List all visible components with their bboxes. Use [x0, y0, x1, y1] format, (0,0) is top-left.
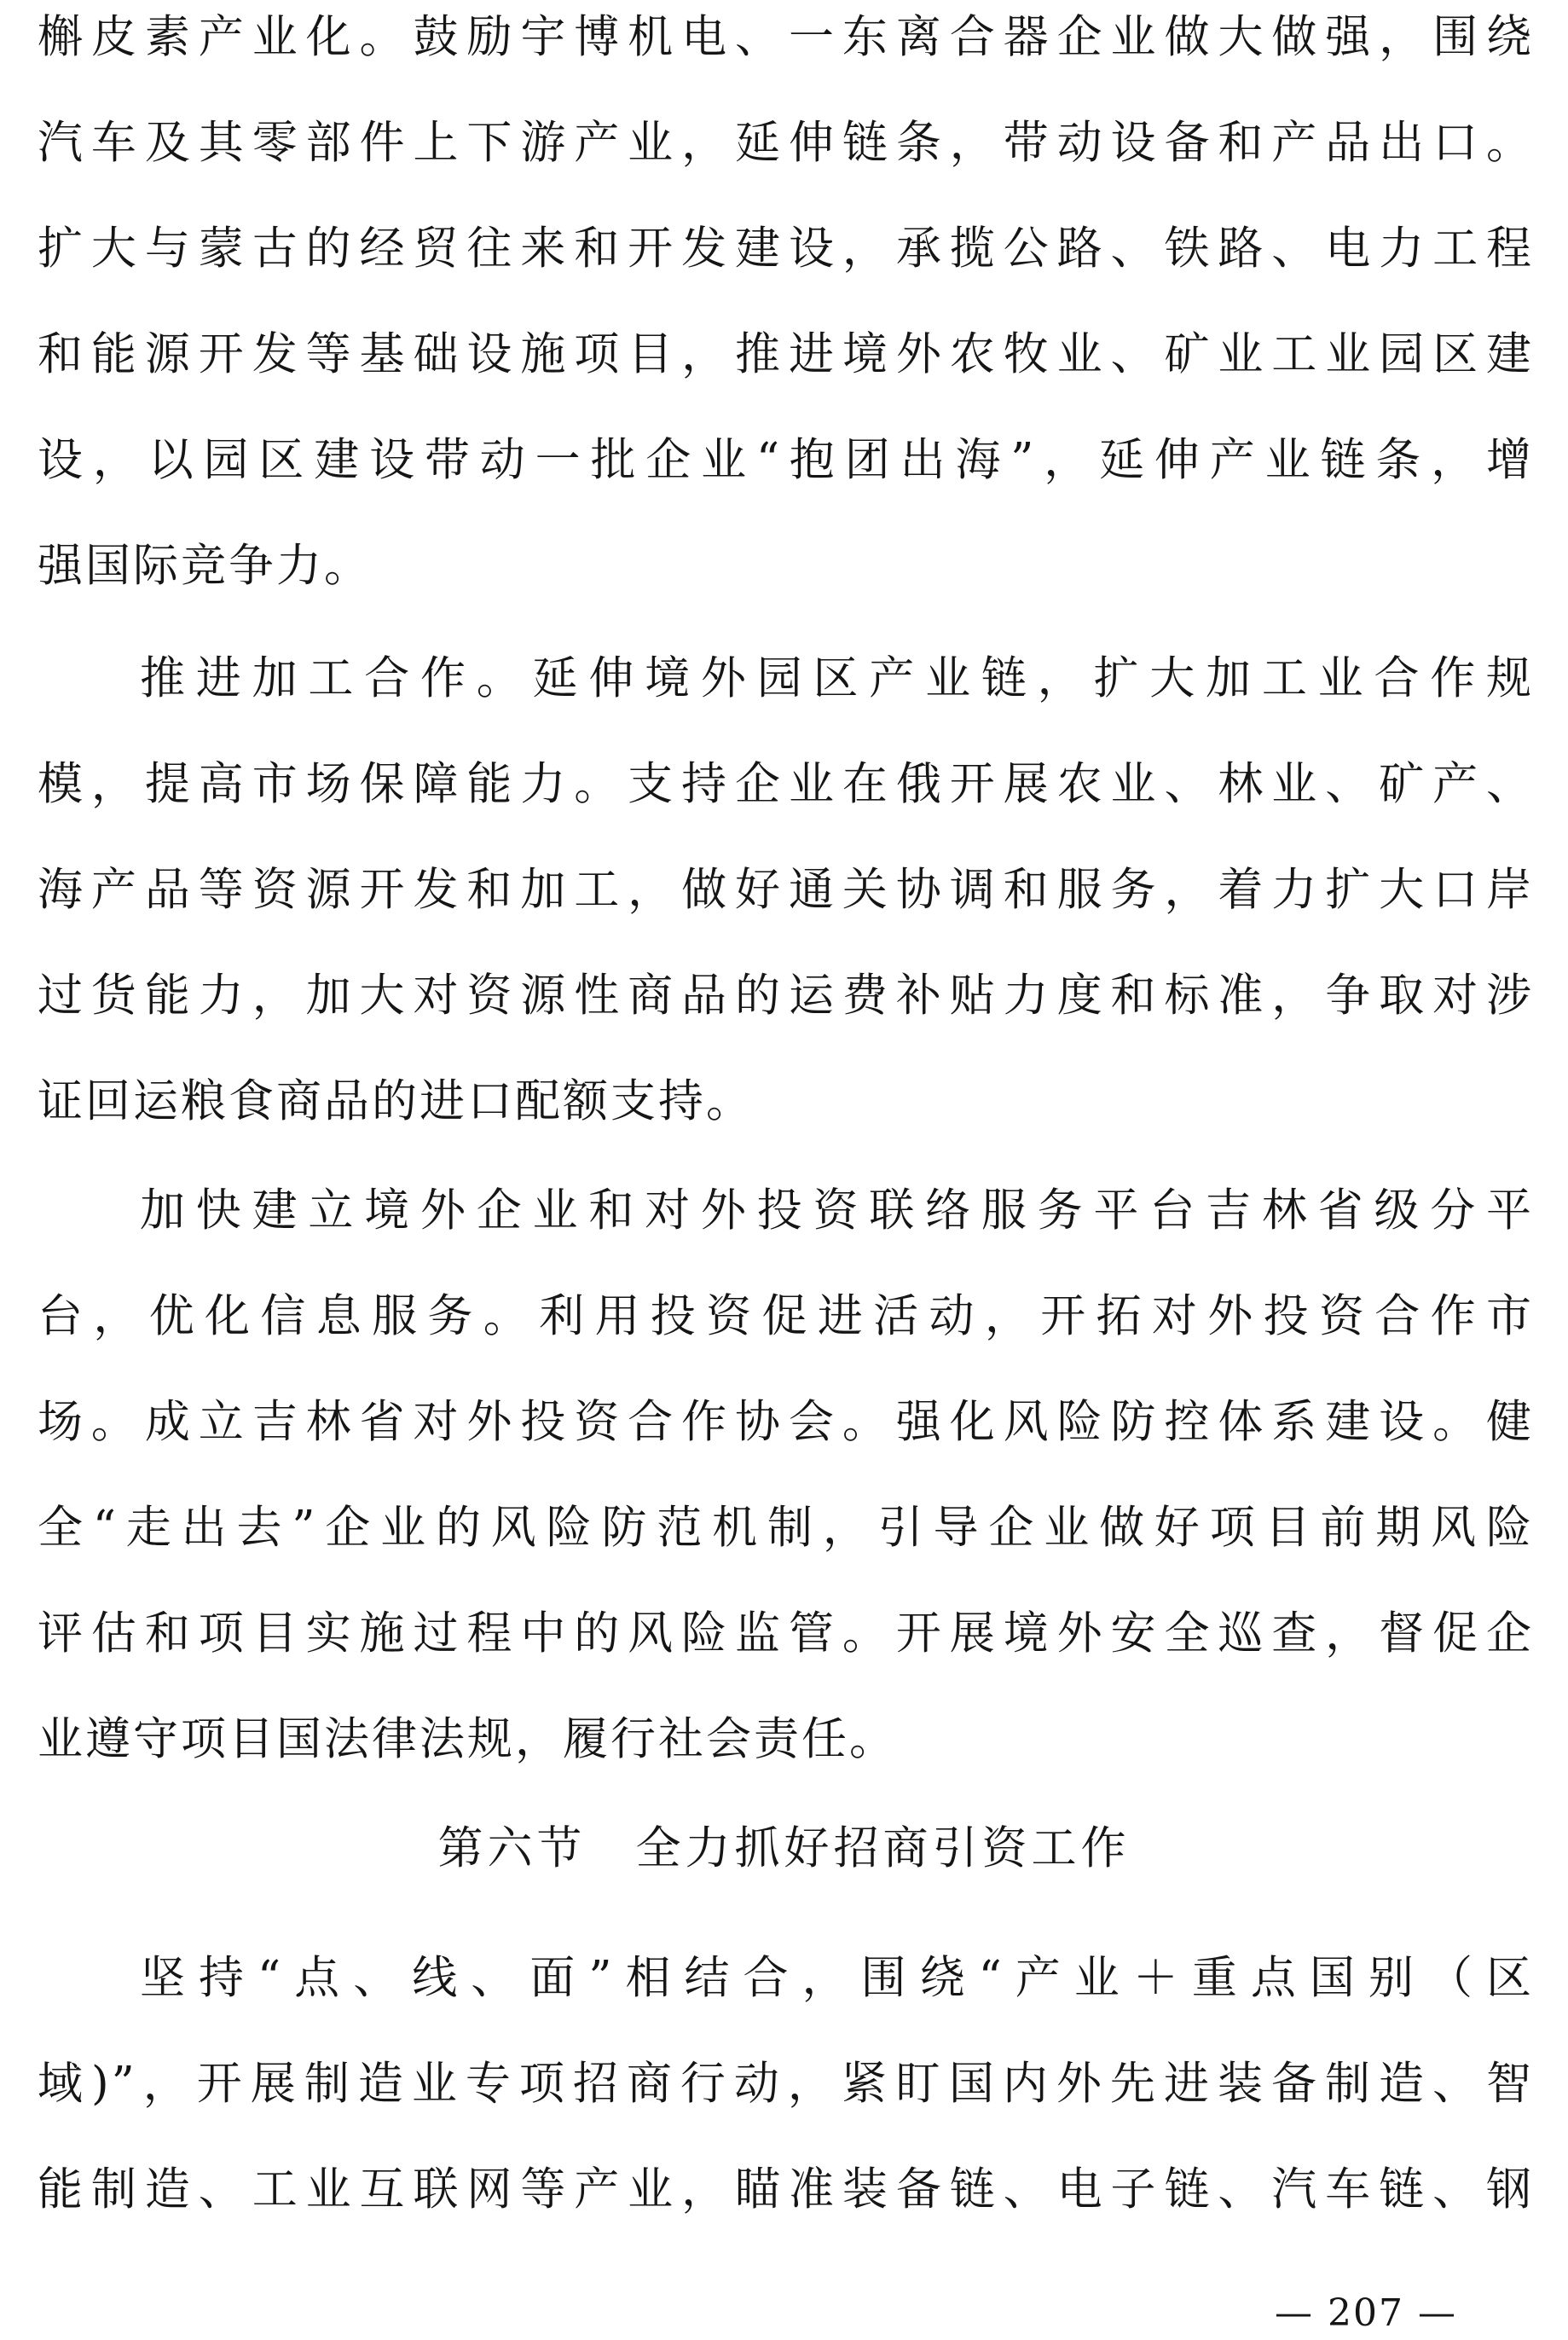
text-line: 和能源开发等基础设施项目，推进境外农牧业、矿业工业园区建: [38, 328, 1534, 380]
text-line: 槲皮素产业化。鼓励宇博机电、一东离合器企业做大做强，围绕: [38, 11, 1534, 63]
text-line: 证回运粮食商品的进口配额支持。: [38, 1075, 754, 1127]
text-line: 汽车及其零部件上下游产业，延伸链条，带动设备和产品出口。: [38, 117, 1534, 169]
text-line: 设，以园区建设带动一批企业“抱团出海”，延伸产业链条，增: [38, 434, 1534, 486]
text-line: 坚持“点、线、面”相结合，围绕“产业＋重点国别（区: [140, 1952, 1534, 2004]
text-line: 场。成立吉林省对外投资合作协会。强化风险防控体系建设。健: [38, 1396, 1534, 1448]
text-line: 能制造、工业互联网等产业，瞄准装备链、电子链、汽车链、钢: [38, 2163, 1534, 2215]
text-line: 过货能力，加大对资源性商品的运费补贴力度和标准，争取对涉: [38, 970, 1534, 1022]
text-line: 强国际竞争力。: [38, 540, 372, 592]
text-line: 全“走出去”企业的风险防范机制，引导企业做好项目前期风险: [38, 1502, 1534, 1554]
text-line: 扩大与蒙古的经贸往来和开发建设，承揽公路、铁路、电力工程: [38, 223, 1534, 275]
page-number: — 207 —: [1275, 2291, 1457, 2335]
text-line: 海产品等资源开发和加工，做好通关协调和服务，着力扩大口岸: [38, 864, 1534, 916]
text-line: 评估和项目实施过程中的风险监管。开展境外安全巡查，督促企: [38, 1607, 1534, 1659]
section-heading: 第六节 全力抓好招商引资工作: [437, 1822, 1131, 1874]
text-line: 域)”，开展制造业专项招商行动，紧盯国内外先进装备制造、智: [38, 2058, 1534, 2110]
text-line: 模，提高市场保障能力。支持企业在俄开展农业、林业、矿产、: [38, 758, 1534, 810]
text-line: 台，优化信息服务。利用投资促进活动，开拓对外投资合作市: [38, 1290, 1534, 1342]
text-line: 业遵守项目国法律法规，履行社会责任。: [38, 1713, 897, 1765]
text-line: 加快建立境外企业和对外投资联络服务平台吉林省级分平: [140, 1184, 1534, 1237]
text-line: 推进加工合作。延伸境外园区产业链，扩大加工业合作规: [140, 652, 1534, 704]
